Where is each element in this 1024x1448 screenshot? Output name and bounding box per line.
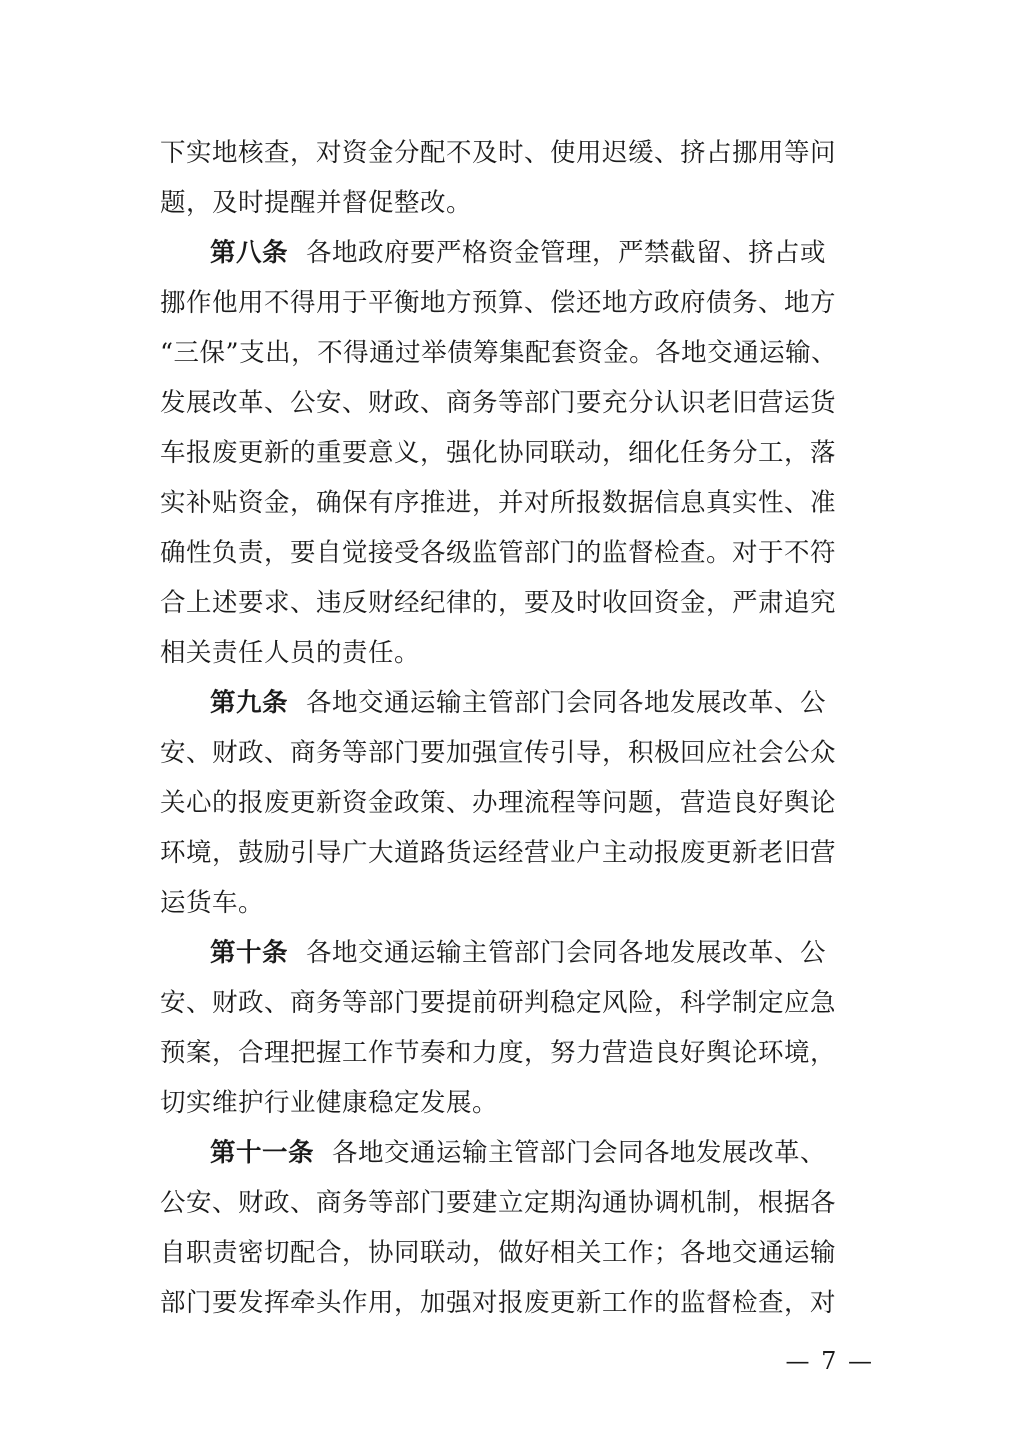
article-heading: 第九条	[210, 688, 289, 718]
line-text: 预案，合理把握工作节奏和力度，努力营造良好舆论环境，	[160, 1038, 837, 1068]
line-text: 部门要发挥牵头作用，加强对报废更新工作的监督检查，对	[160, 1288, 837, 1318]
text-line	[160, 133, 880, 173]
line-text: 各地政府要严格资金管理，严禁截留、挤占或	[306, 238, 827, 268]
line-text: 下实地核查，对资金分配不及时、使用迟缓、挤占挪用等问	[160, 138, 837, 168]
line-text: 车报废更新的重要意义，强化协同联动，细化任务分工，落	[160, 438, 837, 468]
text-line	[160, 283, 880, 323]
text-line	[160, 1183, 880, 1223]
line-text: 各地交通运输主管部门会同各地发展改革、公	[306, 688, 827, 718]
line-text: 题，及时提醒并督促整改。	[160, 188, 473, 218]
text-line	[160, 1033, 880, 1073]
text-line	[160, 1233, 880, 1273]
line-text: 实补贴资金，确保有序推进，并对所报数据信息真实性、准	[160, 488, 837, 518]
text-line	[160, 1083, 880, 1123]
text-line	[160, 833, 880, 873]
line-text: “三保”支出，不得通过举债筹集配套资金。各地交通运输、	[160, 338, 838, 368]
text-line	[160, 883, 880, 923]
article-8-first-line	[210, 233, 880, 273]
article-heading: 第八条	[210, 238, 289, 268]
text-line	[160, 533, 880, 573]
text-line	[160, 483, 880, 523]
line-text: 发展改革、公安、财政、商务等部门要充分认识老旧营运货	[160, 388, 837, 418]
text-line	[160, 383, 880, 423]
text-line	[160, 1283, 880, 1323]
article-9-first-line	[210, 683, 880, 723]
line-text: 安、财政、商务等部门要加强宣传引导，积极回应社会公众	[160, 738, 837, 768]
article-11-first-line	[210, 1133, 880, 1173]
line-text: 公安、财政、商务等部门要建立定期沟通协调机制，根据各	[160, 1188, 837, 1218]
article-heading: 第十一条	[210, 1138, 315, 1168]
text-line	[160, 433, 880, 473]
line-text: 关心的报废更新资金政策、办理流程等问题，营造良好舆论	[160, 788, 837, 818]
line-text: 安、财政、商务等部门要提前研判稳定风险，科学制定应急	[160, 988, 837, 1018]
line-text: 合上述要求、违反财经纪律的，要及时收回资金，严肃追究	[160, 588, 837, 618]
line-text: 自职责密切配合，协同联动，做好相关工作；各地交通运输	[160, 1238, 837, 1268]
line-text: 确性负责，要自觉接受各级监管部门的监督检查。对于不符	[160, 538, 837, 568]
text-line	[160, 583, 880, 623]
text-line	[160, 783, 880, 823]
text-line	[160, 983, 880, 1023]
text-line	[160, 733, 880, 773]
page-number: — 7 —	[785, 1347, 874, 1375]
line-text: 切实维护行业健康稳定发展。	[160, 1088, 499, 1118]
text-line	[160, 633, 880, 673]
text-line	[160, 183, 880, 223]
text-line	[160, 333, 880, 373]
line-text: 运货车。	[160, 888, 265, 918]
line-text: 相关责任人员的责任。	[160, 638, 421, 668]
line-text: 环境，鼓励引导广大道路货运经营业户主动报废更新老旧营	[160, 838, 837, 868]
article-heading: 第十条	[210, 938, 289, 968]
line-text: 挪作他用不得用于平衡地方预算、偿还地方政府债务、地方	[160, 288, 837, 318]
line-text: 各地交通运输主管部门会同各地发展改革、	[332, 1138, 827, 1168]
line-text: 各地交通运输主管部门会同各地发展改革、公	[306, 938, 827, 968]
article-10-first-line	[210, 933, 880, 973]
